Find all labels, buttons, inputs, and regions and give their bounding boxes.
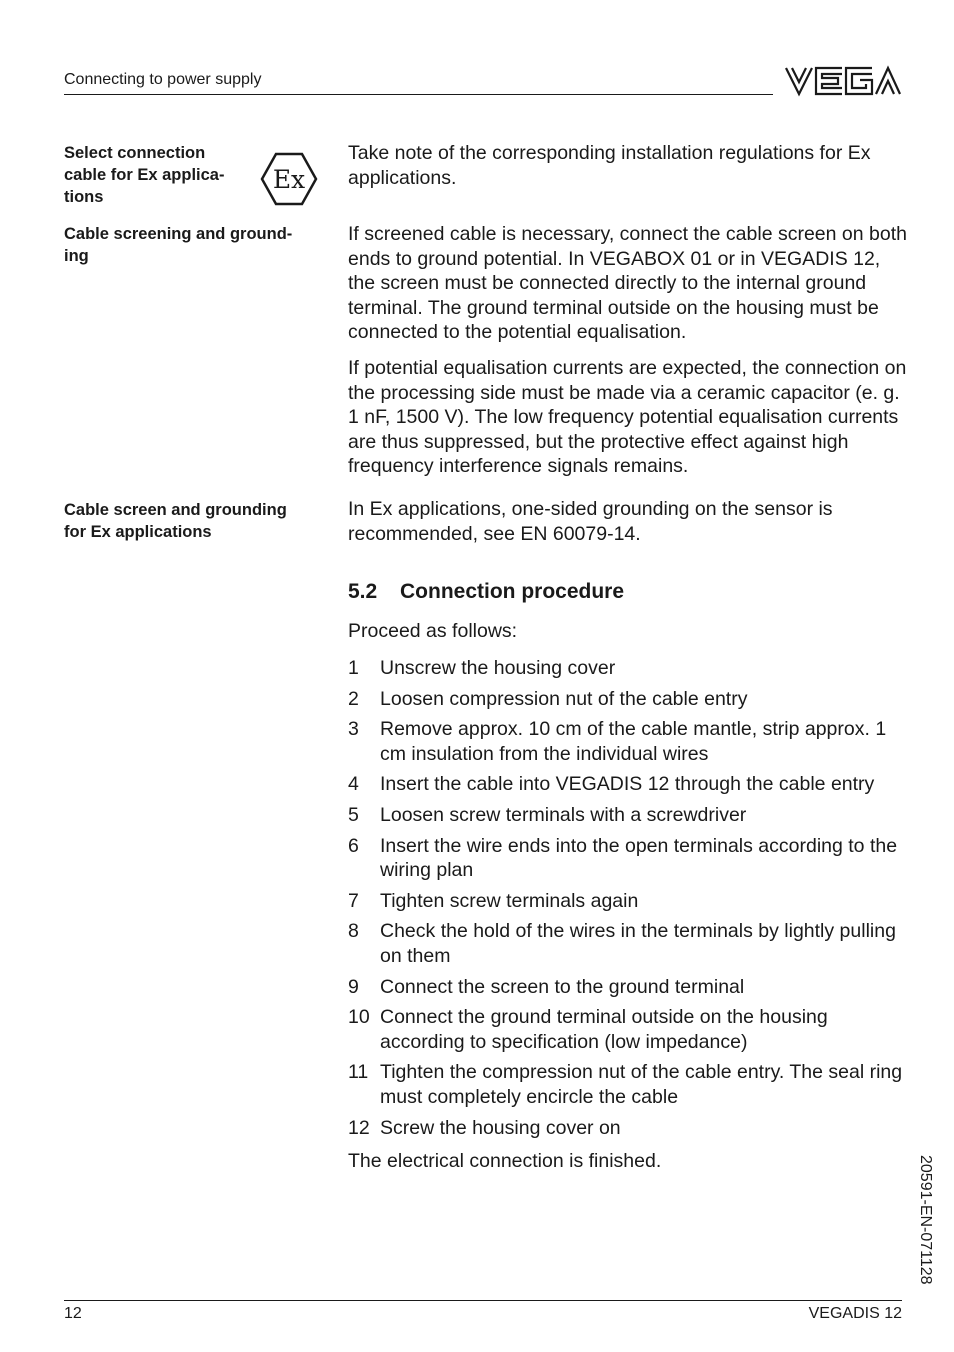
paragraph-ex-grounding: In Ex applications, one-sided grounding on the sensor is recommended, see EN 60079-14. bbox=[348, 498, 833, 545]
section-outro: The electrical connection is finished. bbox=[348, 1150, 662, 1172]
list-item: 11 Tighten the compression nut of the cable entry. The seal ring must completely encircle the cable bbox=[348, 1061, 903, 1108]
header-rule bbox=[64, 94, 773, 95]
list-item: 3 Remove approx. 10 cm of the cable mantle, strip approx. 1 cm insulation from the individual wires bbox=[348, 718, 887, 765]
document-code: 20591-EN-071128 bbox=[917, 1155, 934, 1285]
paragraph-cable-screening: If screened cable is necessary, connect the cable screen on both ends to ground potential. In VEGABOX 01 or in VEGADIS 12, the screen must be connected directly to the internal ground terminal. The ground terminal outside on the housing must be connected to the potential equalisation. bbox=[348, 223, 907, 344]
vega-logo bbox=[784, 64, 902, 98]
paragraph-ex-regulations: Take note of the corresponding installation regulations for Ex applications. bbox=[348, 142, 871, 189]
ex-icon-label: Ex bbox=[272, 165, 306, 194]
section-intro: Proceed as follows: bbox=[348, 620, 518, 642]
footer-rule bbox=[64, 1300, 902, 1301]
section-number: 5.2 bbox=[348, 580, 378, 603]
list-item: 8 Check the hold of the wires in the terminals by lightly pulling on them bbox=[348, 920, 896, 967]
side-label-cable-screening: Cable screening and ground- ing bbox=[64, 225, 293, 265]
list-item: 12 Screw the housing cover on bbox=[348, 1116, 621, 1139]
paragraph-potential-equalisation: If potential equalisation currents are expected, the connection on the processing side must be made via a ceramic capacitor (e. g. 1 nF, 1500 V). The low frequency potential equalisation currents are thus suppressed, but the protective effect against high frequency interference signals remains. bbox=[348, 357, 907, 478]
list-item: 7 Tighten screw terminals again bbox=[348, 889, 639, 912]
ex-hazard-icon bbox=[260, 151, 318, 207]
section-heading bbox=[348, 577, 624, 607]
page-number: 12 bbox=[64, 1305, 82, 1322]
side-label-select-cable-ex: Select connection cable for Ex applica- tions bbox=[64, 144, 225, 206]
list-item: 9 Connect the screen to the ground terminal bbox=[348, 975, 745, 998]
section-title: Connection procedure bbox=[400, 580, 625, 603]
product-name: VEGADIS 12 bbox=[808, 1305, 902, 1322]
list-item: 6 Insert the wire ends into the open terminals according to the wiring plan bbox=[348, 834, 898, 882]
side-label-cable-screen-ex: Cable screen and grounding for Ex applications bbox=[64, 501, 287, 541]
list-item: 1 Unscrew the housing cover bbox=[348, 657, 616, 679]
list-item: 10 Connect the ground terminal outside on the housing according to specification (low impedance) bbox=[348, 1006, 828, 1053]
list-item: 2 Loosen compression nut of the cable entry bbox=[348, 687, 748, 710]
procedure-steps bbox=[348, 656, 908, 1146]
list-item: 5 Loosen screw terminals with a screwdriver bbox=[348, 803, 747, 826]
list-item: 4 Insert the cable into VEGADIS 12 through the cable entry bbox=[348, 773, 875, 796]
running-header: Connecting to power supply bbox=[64, 71, 262, 88]
